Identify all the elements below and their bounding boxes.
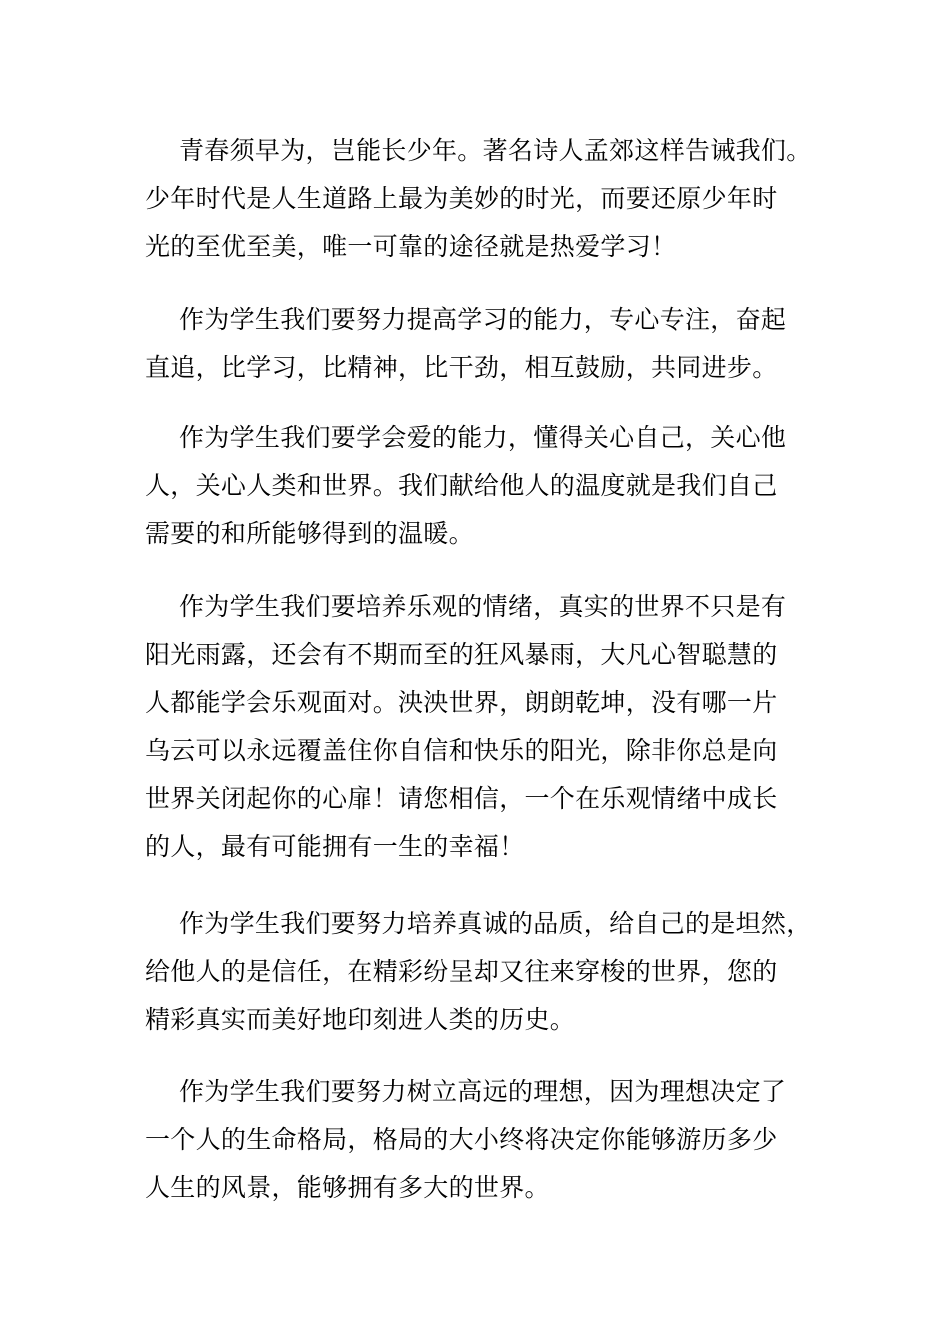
text-line: 世界关闭起你的心扉！请您相信，一个在乐观情绪中成长 <box>145 784 778 813</box>
text-line: 少年时代是人生道路上最为美妙的时光，而要还原少年时 <box>145 184 778 213</box>
text-line: 作为学生我们要努力培养真诚的品质，给自己的是坦然， <box>179 909 812 938</box>
text-line: 的人，最有可能拥有一生的幸福！ <box>145 832 525 861</box>
text-line: 直追，比学习，比精神，比干劲，相互鼓励，共同进步。 <box>145 353 778 382</box>
paragraph-4 <box>145 583 835 871</box>
text-line: 人都能学会乐观面对。泱泱世界，朗朗乾坤，没有哪一片 <box>145 688 778 717</box>
text-line: 人生的风景，能够拥有多大的世界。 <box>145 1173 550 1202</box>
paragraph-3 <box>145 414 835 558</box>
text-line: 精彩真实而美好地印刻进人类的历史。 <box>145 1005 576 1034</box>
text-line: 人，关心人类和世界。我们献给他人的温度就是我们自己 <box>145 471 778 500</box>
text-line: 需要的和所能够得到的温暖。 <box>145 519 474 548</box>
paragraph-1 <box>145 127 835 271</box>
text-line: 作为学生我们要学会爱的能力，懂得关心自己，关心他 <box>179 423 787 452</box>
paragraph-6 <box>145 1068 835 1212</box>
text-line: 给他人的是信任，在精彩纷呈却又往来穿梭的世界，您的 <box>145 957 778 986</box>
text-line: 作为学生我们要努力树立高远的理想，因为理想决定了 <box>179 1077 787 1106</box>
paragraph-5 <box>145 900 835 1044</box>
text-line: 阳光雨露，还会有不期而至的狂风暴雨，大凡心智聪慧的 <box>145 640 778 669</box>
text-line: 青春须早为，岂能长少年。著名诗人孟郊这样告诫我们。 <box>179 136 812 165</box>
text-line: 光的至优至美，唯一可靠的途径就是热爱学习！ <box>145 232 677 261</box>
text-line: 作为学生我们要培养乐观的情绪，真实的世界不只是有 <box>179 592 787 621</box>
text-line: 一个人的生命格局，格局的大小终将决定你能够游历多少 <box>145 1125 778 1154</box>
text-line: 乌云可以永远覆盖住你自信和快乐的阳光，除非你总是向 <box>145 736 778 765</box>
paragraph-2 <box>145 296 835 392</box>
text-line: 作为学生我们要努力提高学习的能力，专心专注，奋起 <box>179 305 787 334</box>
